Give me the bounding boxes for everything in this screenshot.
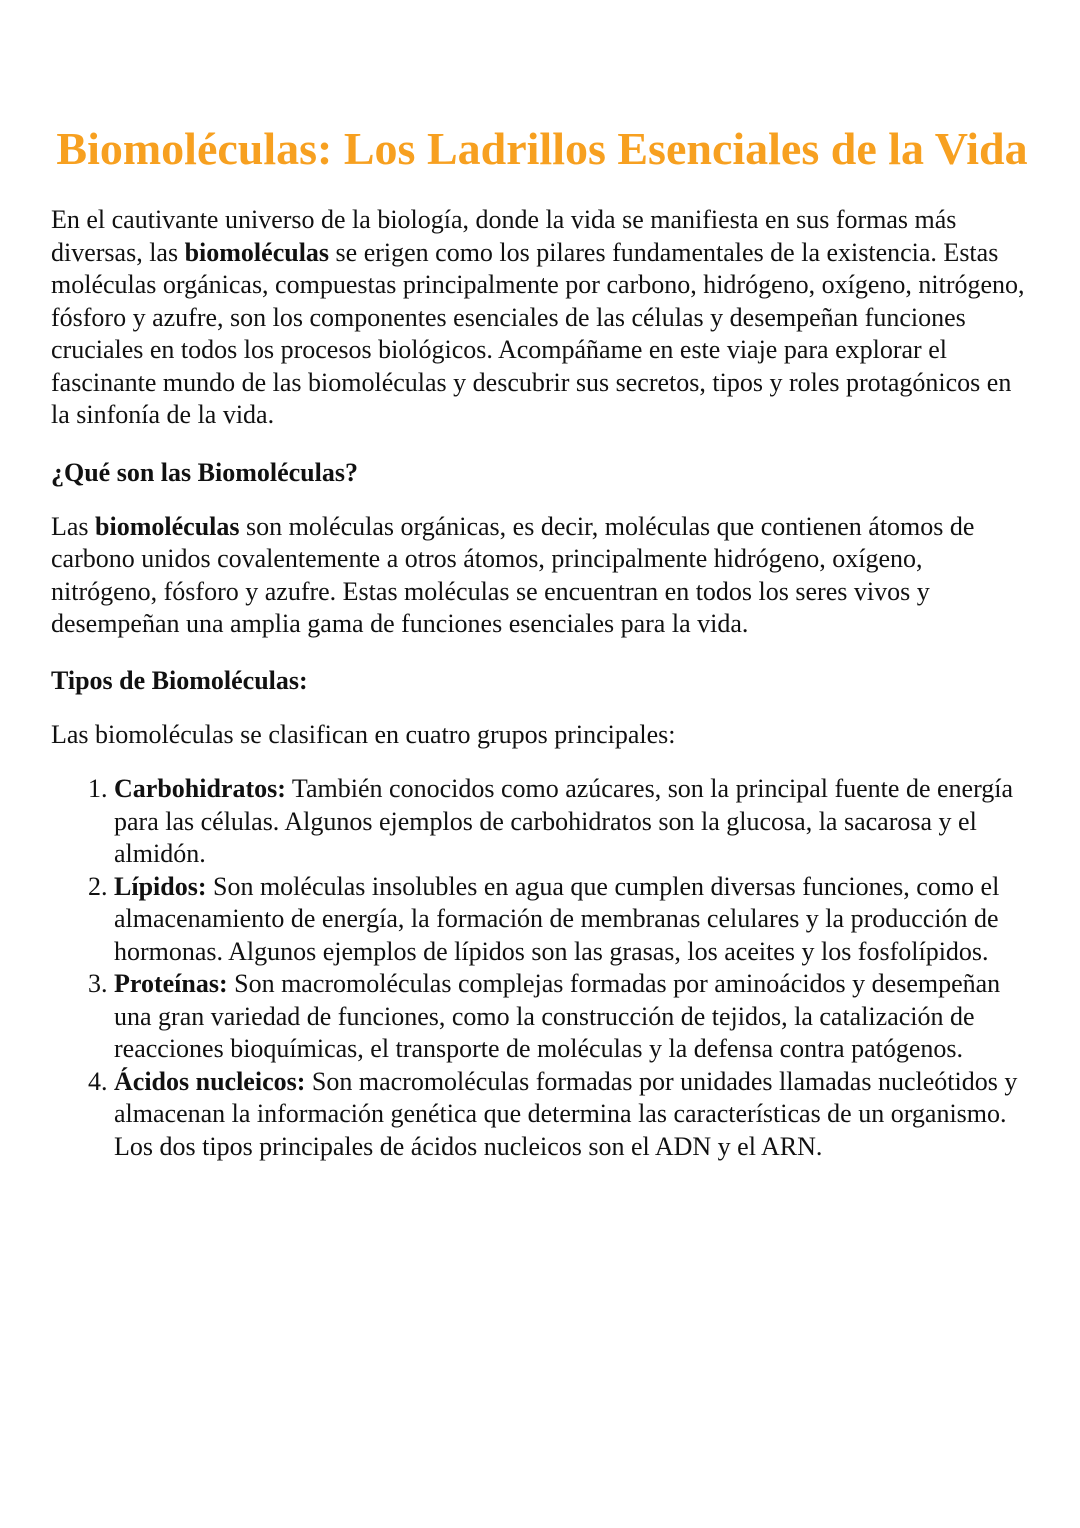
list-item-term: Proteínas: xyxy=(114,969,228,998)
list-item-term: Ácidos nucleicos: xyxy=(114,1066,306,1096)
list-item-lipidos xyxy=(114,871,1033,969)
list-item-term: Lípidos: xyxy=(114,871,207,901)
list-item-acidos-nucleicos xyxy=(114,1066,1033,1164)
section-heading-what-are: ¿Qué son las Biomoléculas? xyxy=(51,457,358,487)
section-heading-types: Tipos de Biomoléculas: xyxy=(51,665,308,695)
list-item-text: Son macromoléculas complejas formadas por aminoácidos y desempeñan una gran variedad de funciones, como la construcción de tejidos, la catalización de reacciones bioquímicas, el transporte de moléculas y la defensa contra patógenos. xyxy=(114,969,1001,1063)
intro-text-start: En el cautivante universo de la biología, donde la vida se manifiesta en sus formas más diversas, las xyxy=(51,205,957,267)
document-page xyxy=(51,120,1033,1163)
list-item-carbohidratos xyxy=(114,773,1033,871)
intro-bold-term: biomoléculas xyxy=(184,237,330,267)
definition-text-end: son moléculas orgánicas, es decir, moléculas que contienen átomos de carbono unidos covalentemente a otros átomos, principalmente hidrógeno, oxígeno, nitrógeno, fósforo y azufre. Estas moléculas se encuentran en todos los seres vivos y desempeñan una amplia gama de funciones esenciales para la vida. xyxy=(51,511,975,638)
intro-paragraph xyxy=(51,204,1033,432)
list-item-proteinas xyxy=(114,968,1033,1066)
list-item-text: Son macromoléculas formadas por unidades llamadas nucleótidos y almacenan la información genética que determina las características de un organismo. Los dos tipos principales de ácidos nucleicos son el ADN y el ARN. xyxy=(114,1066,1018,1161)
types-list xyxy=(51,773,1033,1163)
types-lead-paragraph: Las biomoléculas se clasifican en cuatro grupos principales: xyxy=(51,719,676,749)
definition-text-start: Las xyxy=(51,511,96,541)
list-item-term: Carbohidratos: xyxy=(114,774,286,803)
definition-bold-term: biomoléculas xyxy=(95,511,240,541)
list-item-text: También conocidos como azúcares, son la principal fuente de energía para las células. Algunos ejemplos de carbohidratos son la glucosa, la sacarosa y el almidón. xyxy=(114,774,1014,868)
intro-text-end: se erigen como los pilares fundamentales de la existencia. Estas moléculas orgánicas, compuestas principalmente por carbono, hidrógeno, oxígeno, nitrógeno, fósforo y azufre, son los componentes esenciales de las células y desempeñan funciones cruciales en todos los procesos biológicos. Acompáñame en este viaje para explorar el fascinante mundo de las biomoléculas y descubrir sus secretos, tipos y roles protagónicos en la sinfonía de la vida. xyxy=(51,237,1025,429)
definition-paragraph xyxy=(51,511,1033,641)
list-item-text: Son moléculas insolubles en agua que cumplen diversas funciones, como el almacenamiento de energía, la formación de membranas celulares y la producción de hormonas. Algunos ejemplos de lípidos son las grasas, los aceites y los fosfolípidos. xyxy=(114,871,1000,966)
page-title: Biomoléculas: Los Ladrillos Esenciales de la Vida xyxy=(56,123,1028,174)
